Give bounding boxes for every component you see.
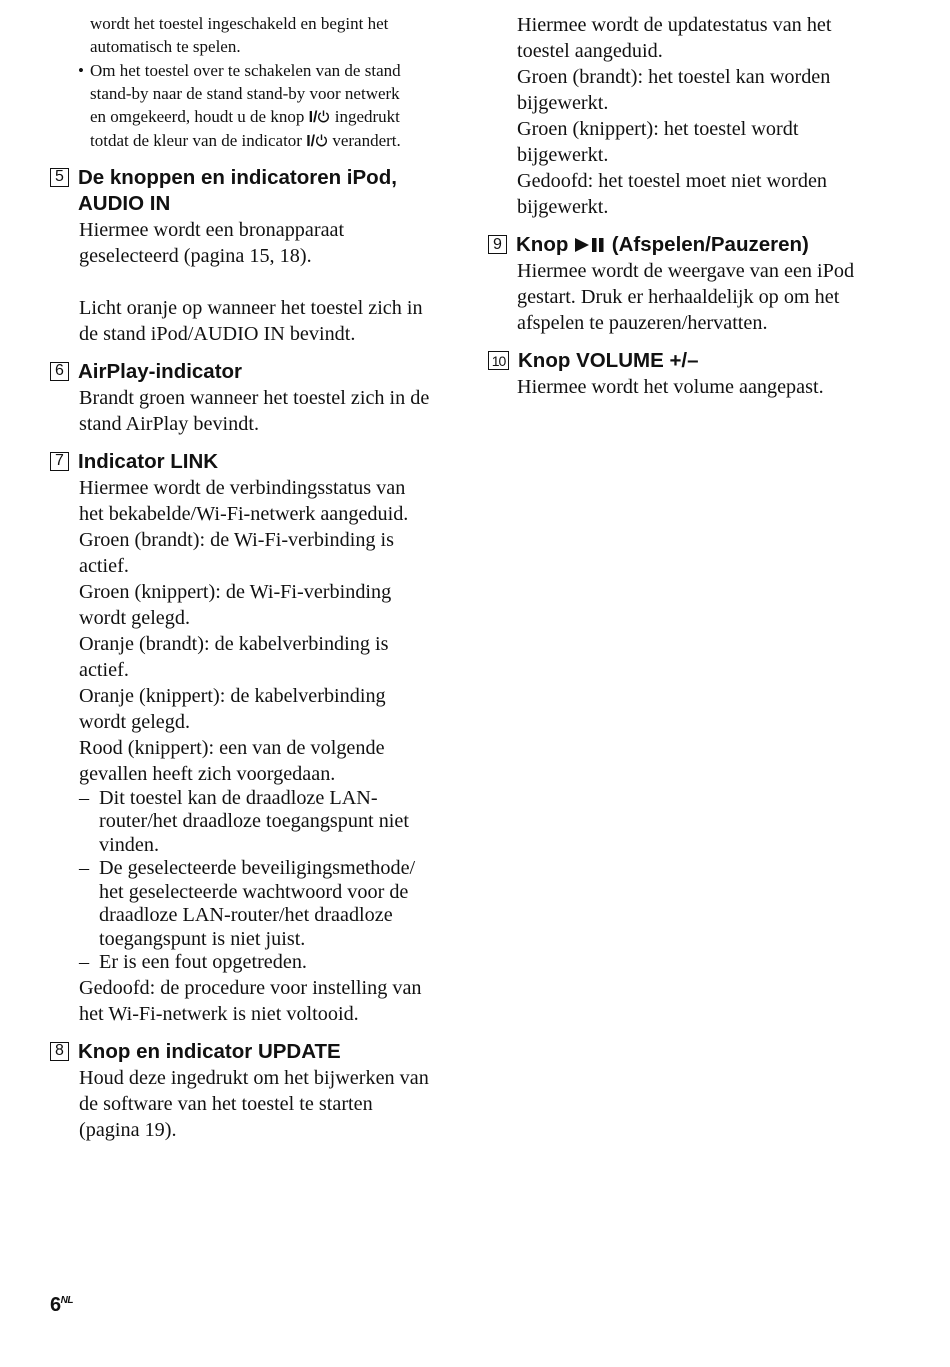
body-line: de software van het toestel te starten — [79, 1092, 373, 1115]
body-line: Groen (knippert): de Wi-Fi-verbinding — [79, 580, 392, 603]
body-line: Groen (knippert): het toestel wordt — [517, 118, 799, 140]
bullet-line: stand-by naar de stand stand-by voor netwerk — [90, 83, 400, 103]
section-body — [50, 385, 450, 437]
body-line: stand AirPlay bevindt. — [79, 412, 259, 435]
section-body — [50, 475, 450, 1027]
body-line: toestel aangeduid. — [517, 40, 663, 62]
body-line: wordt gelegd. — [79, 606, 191, 629]
section-title: Indicator LINK — [78, 449, 219, 473]
section-heading — [488, 348, 888, 374]
section-title — [516, 232, 809, 258]
body-line: Rood (knippert): een van de volgende — [79, 736, 385, 759]
page-number — [50, 1294, 73, 1317]
body-line: het Wi-Fi-netwerk is niet voltooid. — [79, 1002, 359, 1025]
dash-line: Er is een fout opgetreden. — [99, 951, 307, 974]
page-language-code: NL — [60, 1295, 73, 1306]
dash-item — [79, 951, 450, 975]
body-line: Hiermee wordt de weergave van een iPod — [517, 260, 855, 282]
body-line: Oranje (knippert): de kabelverbinding — [79, 684, 386, 707]
body-line: (pagina 19). — [79, 1118, 177, 1141]
bullet-text: verandert. — [332, 131, 401, 151]
dash-line: Dit toestel kan de draadloze LAN- — [99, 786, 378, 809]
section-heading — [488, 232, 888, 258]
section-heading — [50, 165, 450, 217]
section-number: 5 — [50, 168, 69, 187]
body-line: bijgewerkt. — [517, 144, 609, 166]
bullet-line: Om het toestel over te schakelen van de stand — [90, 60, 401, 80]
dash-line: het geselecteerde wachtwoord voor de — [99, 880, 409, 903]
dash-line: draadloze LAN-router/het draadloze — [99, 904, 393, 927]
bullet-text: totdat de kleur van de indicator — [90, 131, 302, 151]
bullet-line — [90, 129, 450, 153]
body-line: Hiermee wordt de updatestatus van het — [517, 14, 832, 36]
section-7 — [50, 449, 450, 1027]
section-8-continuation — [488, 12, 888, 220]
section-title: AirPlay-indicator — [78, 359, 243, 383]
power-icon — [315, 134, 328, 147]
body-line: Oranje (brandt): de kabelverbinding is — [79, 632, 389, 655]
bullet-mark: • — [78, 60, 84, 80]
section-title — [78, 165, 397, 217]
section-8 — [50, 1039, 450, 1143]
dash-mark: – — [79, 951, 90, 974]
body-line: Hiermee wordt een bronapparaat — [79, 218, 345, 241]
section-body — [50, 217, 450, 347]
play-pause-icon — [574, 237, 606, 253]
section-heading — [50, 1039, 450, 1065]
body-line: gestart. Druk er herhaaldelijk op om het — [517, 286, 840, 308]
title-text: (Afspelen/Pauzeren) — [611, 233, 809, 256]
power-button-symbol: I/ — [306, 133, 316, 151]
body-line: Licht oranje op wanneer het toestel zich in — [79, 296, 423, 319]
bullet-line — [90, 105, 450, 129]
intro-bullet — [50, 59, 450, 154]
body-line: Houd deze ingedrukt om het bijwerken van — [79, 1066, 429, 1089]
title-line: De knoppen en indicatoren iPod, — [78, 165, 397, 189]
dash-mark: – — [79, 786, 90, 809]
section-number: 7 — [50, 452, 69, 471]
dash-line: vinden. — [99, 833, 159, 856]
dash-item — [79, 787, 450, 858]
body-line: bijgewerkt. — [517, 92, 609, 114]
body-line: Hiermee wordt de verbindingsstatus van — [79, 476, 406, 499]
section-title: Knop en indicator UPDATE — [78, 1039, 341, 1063]
body-line: Groen (brandt): de Wi-Fi-verbinding is — [79, 528, 395, 551]
section-6 — [50, 359, 450, 437]
intro-line: automatisch te spelen. — [90, 37, 241, 57]
body-line: wordt gelegd. — [79, 710, 191, 733]
body-line: bijgewerkt. — [517, 196, 609, 218]
dash-line: router/het draadloze toegangspunt niet — [99, 810, 409, 833]
power-button-symbol: I/ — [308, 109, 318, 127]
body-line: Groen (brandt): het toestel kan worden — [517, 66, 831, 88]
dash-item — [79, 857, 450, 951]
body-line: Hiermee wordt het volume aangepast. — [517, 376, 824, 398]
section-number: 10 — [488, 351, 509, 370]
section-heading — [50, 359, 450, 385]
section-9 — [488, 232, 888, 336]
body-line: Gedoofd: het toestel moet niet worden — [517, 170, 828, 192]
body-line: Gedoofd: de procedure voor instelling van — [79, 976, 422, 999]
body-line: actief. — [79, 554, 129, 577]
body-line: geselecteerd (pagina 15, 18). — [79, 244, 312, 267]
power-icon — [317, 110, 330, 123]
body-line: afspelen te pauzeren/hervatten. — [517, 312, 768, 334]
section-body — [488, 258, 888, 336]
body-line: gevallen heeft zich voorgedaan. — [79, 762, 336, 785]
section-5 — [50, 165, 450, 347]
title-text: Knop — [516, 233, 569, 256]
bullet-text: en omgekeerd, houdt u de knop — [90, 107, 305, 127]
section-number: 8 — [50, 1042, 69, 1061]
section-number: 9 — [488, 235, 507, 254]
page-number-value: 6 — [50, 1294, 61, 1316]
intro-line: wordt het toestel ingeschakeld en begint het — [90, 14, 389, 33]
dash-line: toegangspunt is niet juist. — [99, 927, 306, 950]
body-line: actief. — [79, 658, 129, 681]
left-column — [50, 12, 450, 1143]
body-line: Brandt groen wanneer het toestel zich in de — [79, 386, 430, 409]
section-title: Knop VOLUME +/– — [518, 349, 699, 372]
section-10 — [488, 348, 888, 400]
body-line: de stand iPod/AUDIO IN bevindt. — [79, 322, 356, 345]
title-line: AUDIO IN — [78, 191, 171, 215]
dash-line: De geselecteerde beveiligingsmethode/ — [99, 857, 416, 880]
dash-mark: – — [79, 857, 90, 880]
body-line: het bekabelde/Wi-Fi-netwerk aangeduid. — [79, 502, 409, 525]
section-body — [50, 1065, 450, 1143]
bullet-text: ingedrukt — [334, 107, 400, 127]
section-body — [488, 374, 888, 400]
section-heading — [50, 449, 450, 475]
intro-continuation — [50, 12, 450, 154]
section-number: 6 — [50, 362, 69, 381]
right-column — [488, 12, 888, 400]
